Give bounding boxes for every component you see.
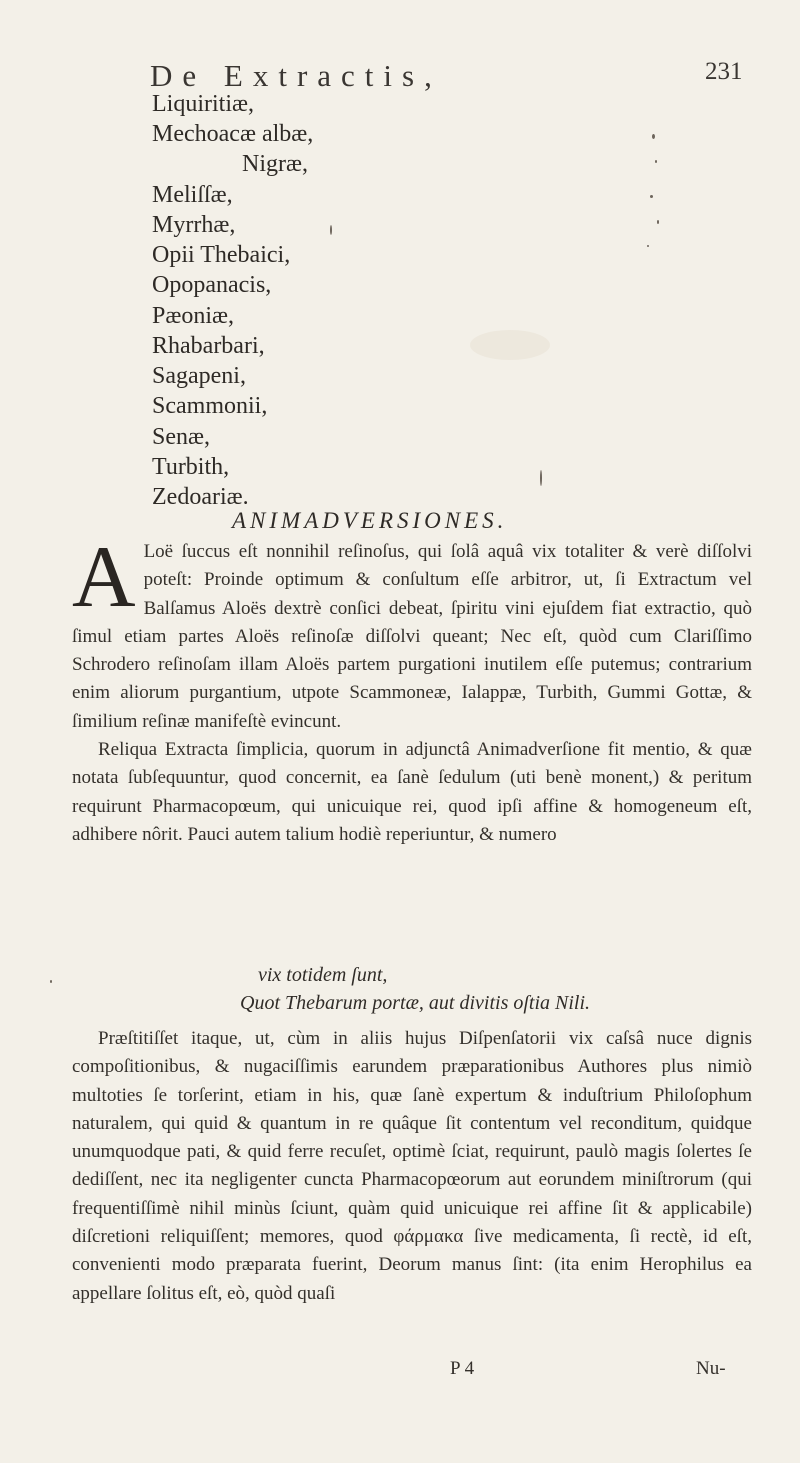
- list-item: Zedoariæ.: [152, 484, 249, 510]
- list-item: Sagapeni,: [152, 363, 246, 389]
- list-item: Mechoacæ albæ,: [152, 121, 314, 147]
- catchword: Nu-: [696, 1358, 726, 1379]
- ink-speck: [50, 980, 52, 983]
- verse-line-1: vix totidem ſunt,: [258, 964, 388, 986]
- ink-speck: [652, 134, 655, 139]
- ink-speck: [647, 245, 649, 247]
- list-item: Opii Thebaici,: [152, 242, 291, 268]
- drop-cap: A: [72, 529, 136, 626]
- list-item: Liquiritiæ,: [152, 91, 254, 117]
- list-item: Nigræ,: [242, 151, 308, 177]
- ink-speck: [650, 195, 653, 198]
- paragraph-2-text: Reliqua Extracta ſimplicia, quorum in adjunctâ Animadverſione fit mentio, & quæ notata ſubſequuntur, quod concernit, ea ſanè ſedulum (uti benè monent,) & peritum requirunt Pharmacopœum, qui unicuique rei, quod ipſi affine & homogeneum eſt, adhibere nôrit. Pauci autem talium hodiè reperiuntur, & numero: [72, 739, 752, 845]
- signature-mark: P 4: [450, 1358, 475, 1379]
- list-item: Myrrhæ,: [152, 212, 236, 238]
- running-head: De Extractis,: [150, 58, 442, 93]
- ink-speck: [655, 160, 657, 163]
- ink-speck: [657, 220, 659, 224]
- list-item: Pæoniæ,: [152, 303, 235, 329]
- list-item: Turbith,: [152, 454, 230, 480]
- paragraph-3-text: Præſtitiſſet itaque, ut, cùm in aliis hujus Diſpenſatorii vix caſsâ nuce dignis compoſitionibus, & nugaciſſimis earundem præparationibus Authores plus nimiò multoties ſe torſerint, etiam in his, quæ ſanè expertum & induſtrium Philoſophum naturalem, qui quid & quantum in re quâque ſit contentum vel reconditum, quidque unumquodque pati, & quid ferre recuſet, optimè ſciat, requirunt, paulò magis ſolertes ſe dediſſent, nec ita negligenter cuncta Pharmacopœorum aut eorundem miniſtrorum (qui frequentiſſimè nihil minùs ſciunt, quàm quid unicuique rei affine ſit & applicabile) diſcretioni reliquiſſent; memores, quod φάρμακα ſive medicamenta, ſi rectè, id eſt, convenienti modo præparata fuerint, Deorum manus ſint: (ita enim Herophilus ea appellare ſolitus eſt, eò, quòd quaſi: [72, 1028, 752, 1304]
- list-item: Rhabarbari,: [152, 333, 265, 359]
- verse-line-2: Quot Thebarum portæ, aut divitis oſtia Nili.: [240, 992, 591, 1014]
- paragraph-1: [72, 529, 752, 849]
- list-item: Senæ,: [152, 424, 211, 450]
- section-heading: ANIMADVERSIONES.: [232, 508, 508, 533]
- list-item: Opopanacis,: [152, 272, 272, 298]
- paragraph-1-text: Loë ſuccus eſt nonnihil reſinoſus, qui ſolâ aquâ vix totaliter & verè diſſolvi poteſt: Proinde optimum & conſultum eſſe arbitror, ut, ſi Extractum vel Balſamus Aloës dextrè conſici debeat, ſpiritu vini ejuſdem fiat extractio, quò ſimul etiam partes Aloës reſinoſæ diſſolvi queant; Nec eſt, quòd cum Clariſſimo Schrodero reſinoſam illam Aloës partem purgationi inutilem eſſe putemus; contrarium enim aliorum purgantium, utpote Scammoneæ, Ialappæ, Turbith, Gummi Gottæ, & ſimilium reſinæ manifeſtè evincunt.: [72, 541, 752, 732]
- paper-stain: [470, 330, 550, 360]
- ink-speck: [540, 470, 542, 486]
- list-item: Scammonii,: [152, 393, 268, 419]
- list-item: Meliſſæ,: [152, 182, 233, 208]
- ink-speck: [330, 225, 332, 235]
- page-number: 231: [705, 58, 743, 85]
